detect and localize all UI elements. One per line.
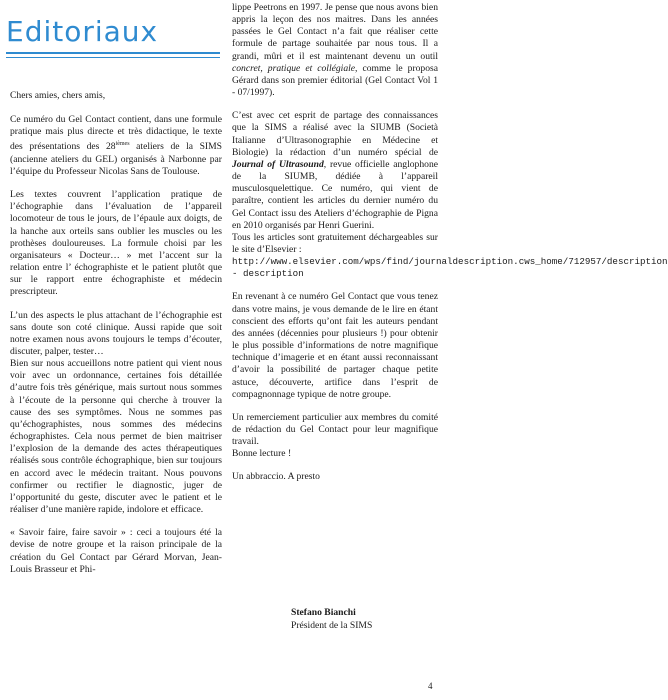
journal-title: Journal of Ultrasound	[232, 158, 324, 170]
paragraph-thanks: Un remerciement particulier aux membres du comité de rédaction du Gel Contact pour leur magnifique travail.	[232, 411, 438, 448]
italic-phrase: concret, pratique et collégiale,	[232, 62, 358, 74]
page-number: 4	[428, 681, 433, 691]
signature	[291, 607, 372, 632]
closing: Un abbraccio. A presto	[232, 471, 320, 483]
ordinal-superscript: ièmes	[115, 141, 130, 148]
paragraph-patient: Bien sur nous accueillons notre patient qui vient nous voir avec un ordonnance, certaines fois détaillée d’autre fois très générique, mais surtout nous sommes à l’écoute de la personne qui cherche à trouver la cause des ses symptômes. Nous ne sommes pas qu’échographistes, nous sommes des médecins échographistes. Cela nous permet de bien maitriser l’explosion de la demande des actes thérapeutiques réalisés sous contrôle échographique, bien sur toujours en accord avec le médecin traitant. Nous pouvons confirmer ou rectifier le diagnostic, juger de l’opportunité du geste, discuter avec le patient et le réaliser d’une manière rapide, indolore et efficace.	[10, 358, 222, 516]
signature-role: Président de la SIMS	[291, 619, 373, 631]
paragraph-siumb	[232, 110, 438, 232]
paragraph-history	[232, 2, 438, 99]
right-column	[232, 0, 668, 495]
paragraph-intro-text-b: ateliers de la SIMS (ancienne ateliers du GEL) organisés à Narbonne par l’équipe du Professeur Nicolas Sans de Toulouse.	[10, 141, 222, 177]
elsevier-link[interactable]: http://www.elsevier.com/wps/find/journaldescription.cws_home/712957/description - description	[232, 256, 668, 280]
paragraph-intro	[10, 114, 222, 178]
paragraph-content: Les textes couvrent l’application pratique de l’échographie dans l’évaluation de l’appareil locomoteur de tous le jours, de l’épaule aux doigts, de la hanche aux orteils sans oublier les muscles ou les prothèses douloureuses. La formule choisi par les organisateurs « Docteur… » met l’accent sur la relation entre l’ échographiste et le patient plutôt que sur le rapport entre échographiste et médecin prescripteur.	[10, 189, 222, 298]
paragraph-motto: « Savoir faire, faire savoir » : ceci a toujours été la devise de notre groupe et la raison principale de la création du Gel Contact par Gérard Morvan, Jean-Louis Brasseur et Phi-	[10, 527, 222, 575]
left-column	[10, 90, 222, 587]
paragraph-download	[232, 231, 668, 281]
download-text: Tous les articles sont gratuitement déchargeables sur le site d’Elsevier :	[232, 231, 438, 255]
title-rule-top	[6, 52, 220, 54]
header	[6, 16, 224, 58]
paragraph-history-text-b: comme le proposa Gérard dans son premier éditorial (Gel Contact Vol 1 - 07/1997).	[232, 62, 438, 99]
paragraph-intro-text-a: Ce numéro du Gel Contact contient, dans une formule pratique mais plus directe et très didactique, le texte des présentations des 28	[10, 114, 222, 153]
paragraph-siumb-text-a: C’est avec cet esprit de partage des connaissances que la SIMS a réalisé avec la SIUMB (Società Italianne d’Ultrasonographie en Médecine et Biologie) la rédaction d’un numéro spécial de	[232, 110, 438, 158]
greeting: Chers amies, chers amis,	[10, 90, 106, 101]
signature-name: Stefano Bianchi	[291, 607, 356, 618]
paragraph-clinical: L’un des aspects le plus attachant de l’échographie est sans doute son coté clinique. Aussi rapide que soit notre examen nous avons toujours le temps d’écouter, discuter, palper, tester…	[10, 309, 222, 357]
title-rule-bottom	[6, 57, 220, 58]
page-title: Editoriaux	[6, 15, 159, 48]
bonne-lecture: Bonne lecture !	[232, 448, 292, 460]
paragraph-siumb-text-b: , revue officielle anglophone de la SIUMB, dédiée à l’appareil musculosquelettique. Ce numéro, qui vient de paraître, contient les articles du dernier numéro du Gel Contact issu des Ateliers d’échographie de Pigna en 2010 organisés par Henri Guerini.	[232, 158, 438, 231]
paragraph-gratitude: En revenant à ce numéro Gel Contact que vous tenez dans votre mains, je vous demande de le lire en étant conscient des efforts qu’ont fait les auteurs pendant des années (décennies pour plusieurs !) pour obtenir le plus possible d’informations de notre magnifique technique d’imagerie et en étant aussi reconnaissant d’avoir la possibilité de partager chaque petite astuce, découverte, artifice dans l’esprit de compagnonnage typique de notre groupe.	[232, 291, 438, 400]
paragraph-history-text-a: lippe Peetrons en 1997. Je pense que nous avons bien appris la leçon des nos maitres. Dans les années passées le Gel Contact n’a fait que réaliser cette formule de partage souhaitée par nous tous. Il a grandi, mûri et il est maintenant devenu un outil	[232, 2, 438, 62]
